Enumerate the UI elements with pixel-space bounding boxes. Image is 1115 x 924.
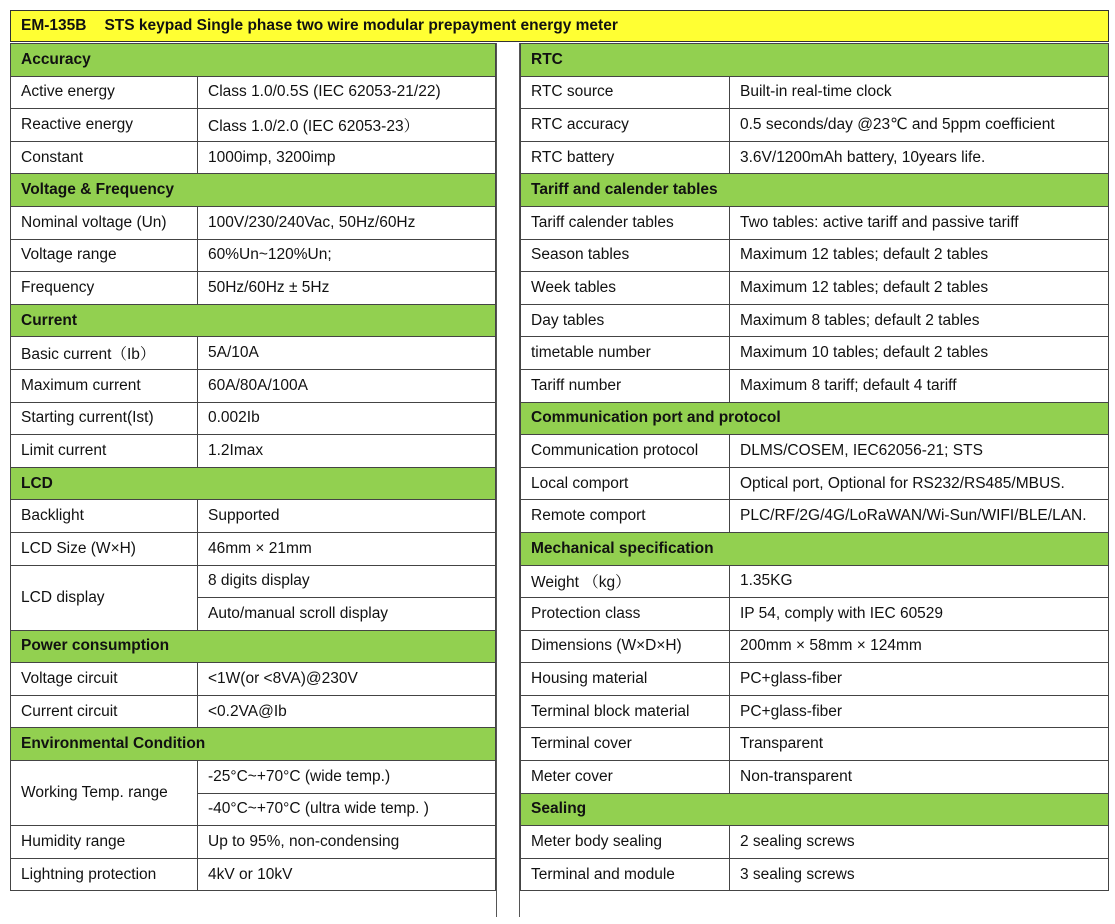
spec-row bbox=[521, 565, 1109, 598]
spec-row bbox=[11, 435, 496, 468]
column-divider-left bbox=[496, 43, 497, 917]
spec-label: Day tables bbox=[521, 304, 730, 337]
section-header-rtc bbox=[521, 44, 1109, 77]
spec-row bbox=[11, 826, 496, 859]
spec-row bbox=[521, 598, 1109, 631]
spec-row bbox=[11, 141, 496, 174]
spec-value: <1W(or <8VA)@230V bbox=[198, 663, 496, 696]
spec-label: Voltage circuit bbox=[11, 663, 198, 696]
spec-row bbox=[11, 369, 496, 402]
spec-label: timetable number bbox=[521, 337, 730, 370]
spec-row bbox=[521, 663, 1109, 696]
spec-value: <0.2VA@Ib bbox=[198, 695, 496, 728]
spec-value: 2 sealing screws bbox=[730, 826, 1109, 859]
spec-row bbox=[521, 304, 1109, 337]
spec-label: Working Temp. range bbox=[11, 761, 198, 826]
section-header-tariff-and-calender-tables bbox=[521, 174, 1109, 207]
left-spec-table bbox=[10, 43, 496, 891]
section-title: Voltage & Frequency bbox=[11, 174, 496, 207]
spec-label: Local comport bbox=[521, 467, 730, 500]
spec-value: 8 digits display bbox=[198, 565, 496, 598]
spec-value: Class 1.0/2.0 (IEC 62053-23） bbox=[198, 109, 496, 142]
spec-row bbox=[521, 337, 1109, 370]
spec-value: PLC/RF/2G/4G/LoRaWAN/Wi-Sun/WIFI/BLE/LAN. bbox=[730, 500, 1109, 533]
spec-row bbox=[521, 728, 1109, 761]
spec-value: Up to 95%, non-condensing bbox=[198, 826, 496, 859]
spec-row bbox=[11, 76, 496, 109]
spec-label: Week tables bbox=[521, 272, 730, 305]
spec-label: Housing material bbox=[521, 663, 730, 696]
spec-row bbox=[11, 272, 496, 305]
spec-row bbox=[521, 467, 1109, 500]
spec-label: RTC source bbox=[521, 76, 730, 109]
section-header-power-consumption bbox=[11, 630, 496, 663]
spec-row bbox=[11, 663, 496, 696]
section-title: Power consumption bbox=[11, 630, 496, 663]
spec-row bbox=[11, 109, 496, 142]
spec-value: PC+glass-fiber bbox=[730, 663, 1109, 696]
spec-value: 60%Un~120%Un; bbox=[198, 239, 496, 272]
spec-row bbox=[11, 206, 496, 239]
spec-value: 3 sealing screws bbox=[730, 858, 1109, 891]
spec-value: Maximum 12 tables; default 2 tables bbox=[730, 239, 1109, 272]
spec-value: Transparent bbox=[730, 728, 1109, 761]
spec-label: Tariff calender tables bbox=[521, 206, 730, 239]
section-title: Current bbox=[11, 304, 496, 337]
section-header-sealing bbox=[521, 793, 1109, 826]
spec-label: Terminal block material bbox=[521, 695, 730, 728]
spec-value: Non-transparent bbox=[730, 761, 1109, 794]
spec-row bbox=[11, 532, 496, 565]
model-number: EM-135B bbox=[21, 17, 87, 34]
spec-row bbox=[11, 239, 496, 272]
spec-label: Frequency bbox=[11, 272, 198, 305]
spec-row bbox=[11, 402, 496, 435]
section-title: Communication port and protocol bbox=[521, 402, 1109, 435]
section-header-current bbox=[11, 304, 496, 337]
section-title: Environmental Condition bbox=[11, 728, 496, 761]
spec-label: Current circuit bbox=[11, 695, 198, 728]
section-title: Tariff and calender tables bbox=[521, 174, 1109, 207]
spec-label: Backlight bbox=[11, 500, 198, 533]
spec-value: 1.2Imax bbox=[198, 435, 496, 468]
section-header-voltage-frequency bbox=[11, 174, 496, 207]
spec-label: Terminal cover bbox=[521, 728, 730, 761]
spec-label: Terminal and module bbox=[521, 858, 730, 891]
spec-value: 100V/230/240Vac, 50Hz/60Hz bbox=[198, 206, 496, 239]
spec-row bbox=[521, 76, 1109, 109]
section-header-mechanical-specification bbox=[521, 532, 1109, 565]
spec-value: DLMS/COSEM, IEC62056-21; STS bbox=[730, 435, 1109, 468]
spec-sheet-title bbox=[10, 10, 1109, 42]
spec-row bbox=[11, 337, 496, 370]
spec-value: PC+glass-fiber bbox=[730, 695, 1109, 728]
spec-value: 200mm × 58mm × 124mm bbox=[730, 630, 1109, 663]
spec-label: Meter body sealing bbox=[521, 826, 730, 859]
spec-label: Communication protocol bbox=[521, 435, 730, 468]
spec-value: Maximum 12 tables; default 2 tables bbox=[730, 272, 1109, 305]
spec-row bbox=[11, 761, 496, 794]
spec-value: 4kV or 10kV bbox=[198, 858, 496, 891]
section-header-communication-port-and-protocol bbox=[521, 402, 1109, 435]
spec-row bbox=[521, 435, 1109, 468]
spec-label: Remote comport bbox=[521, 500, 730, 533]
spec-label: Lightning protection bbox=[11, 858, 198, 891]
spec-label: Voltage range bbox=[11, 239, 198, 272]
section-header-environmental-condition bbox=[11, 728, 496, 761]
right-spec-column bbox=[520, 43, 1109, 891]
spec-value: 1.35KG bbox=[730, 565, 1109, 598]
spec-row bbox=[521, 695, 1109, 728]
right-spec-table bbox=[520, 43, 1109, 891]
spec-value: Auto/manual scroll display bbox=[198, 598, 496, 631]
spec-value: Maximum 8 tariff; default 4 tariff bbox=[730, 369, 1109, 402]
spec-row bbox=[521, 239, 1109, 272]
spec-label: RTC accuracy bbox=[521, 109, 730, 142]
spec-value: Two tables: active tariff and passive tariff bbox=[730, 206, 1109, 239]
spec-label: Limit current bbox=[11, 435, 198, 468]
product-description: STS keypad Single phase two wire modular prepayment energy meter bbox=[104, 17, 618, 34]
spec-row bbox=[11, 695, 496, 728]
section-title: Mechanical specification bbox=[521, 532, 1109, 565]
spec-row bbox=[521, 858, 1109, 891]
spec-label: Tariff number bbox=[521, 369, 730, 402]
section-title: LCD bbox=[11, 467, 496, 500]
spec-row bbox=[521, 206, 1109, 239]
spec-value: Maximum 10 tables; default 2 tables bbox=[730, 337, 1109, 370]
spec-label: LCD Size (W×H) bbox=[11, 532, 198, 565]
spec-label: Season tables bbox=[521, 239, 730, 272]
left-spec-column bbox=[10, 43, 496, 891]
spec-value: IP 54, comply with IEC 60529 bbox=[730, 598, 1109, 631]
spec-value: 0.5 seconds/day @23℃ and 5ppm coefficient bbox=[730, 109, 1109, 142]
spec-value: -40°C~+70°C (ultra wide temp. ) bbox=[198, 793, 496, 826]
spec-value: -25°C~+70°C (wide temp.) bbox=[198, 761, 496, 794]
spec-label: Weight （kg） bbox=[521, 565, 730, 598]
spec-label: Meter cover bbox=[521, 761, 730, 794]
spec-value: 46mm × 21mm bbox=[198, 532, 496, 565]
spec-value: 50Hz/60Hz ± 5Hz bbox=[198, 272, 496, 305]
spec-row bbox=[521, 826, 1109, 859]
spec-row bbox=[11, 565, 496, 598]
section-header-lcd bbox=[11, 467, 496, 500]
spec-value: Class 1.0/0.5S (IEC 62053-21/22) bbox=[198, 76, 496, 109]
spec-row bbox=[11, 500, 496, 533]
spec-row bbox=[521, 761, 1109, 794]
spec-label: Protection class bbox=[521, 598, 730, 631]
spec-value: 1000imp, 3200imp bbox=[198, 141, 496, 174]
spec-row bbox=[521, 630, 1109, 663]
spec-row bbox=[521, 109, 1109, 142]
spec-label: RTC battery bbox=[521, 141, 730, 174]
spec-row bbox=[521, 500, 1109, 533]
spec-row bbox=[521, 272, 1109, 305]
spec-value: Built-in real-time clock bbox=[730, 76, 1109, 109]
spec-label: Active energy bbox=[11, 76, 198, 109]
spec-value: Optical port, Optional for RS232/RS485/MBUS. bbox=[730, 467, 1109, 500]
spec-label: Humidity range bbox=[11, 826, 198, 859]
spec-label: Nominal voltage (Un) bbox=[11, 206, 198, 239]
section-title: Sealing bbox=[521, 793, 1109, 826]
spec-label: Basic current（Ib） bbox=[11, 337, 198, 370]
spec-label: Constant bbox=[11, 141, 198, 174]
spec-label: Dimensions (W×D×H) bbox=[521, 630, 730, 663]
spec-value: 60A/80A/100A bbox=[198, 369, 496, 402]
section-header-accuracy bbox=[11, 44, 496, 77]
spec-value: 0.002Ib bbox=[198, 402, 496, 435]
spec-label: Reactive energy bbox=[11, 109, 198, 142]
spec-value: Maximum 8 tables; default 2 tables bbox=[730, 304, 1109, 337]
section-title: Accuracy bbox=[11, 44, 496, 77]
spec-value: 5A/10A bbox=[198, 337, 496, 370]
spec-row bbox=[521, 141, 1109, 174]
spec-label: LCD display bbox=[11, 565, 198, 630]
spec-value: Supported bbox=[198, 500, 496, 533]
spec-row bbox=[521, 369, 1109, 402]
spec-row bbox=[11, 858, 496, 891]
spec-label: Maximum current bbox=[11, 369, 198, 402]
spec-label: Starting current(Ist) bbox=[11, 402, 198, 435]
section-title: RTC bbox=[521, 44, 1109, 77]
spec-value: 3.6V/1200mAh battery, 10years life. bbox=[730, 141, 1109, 174]
